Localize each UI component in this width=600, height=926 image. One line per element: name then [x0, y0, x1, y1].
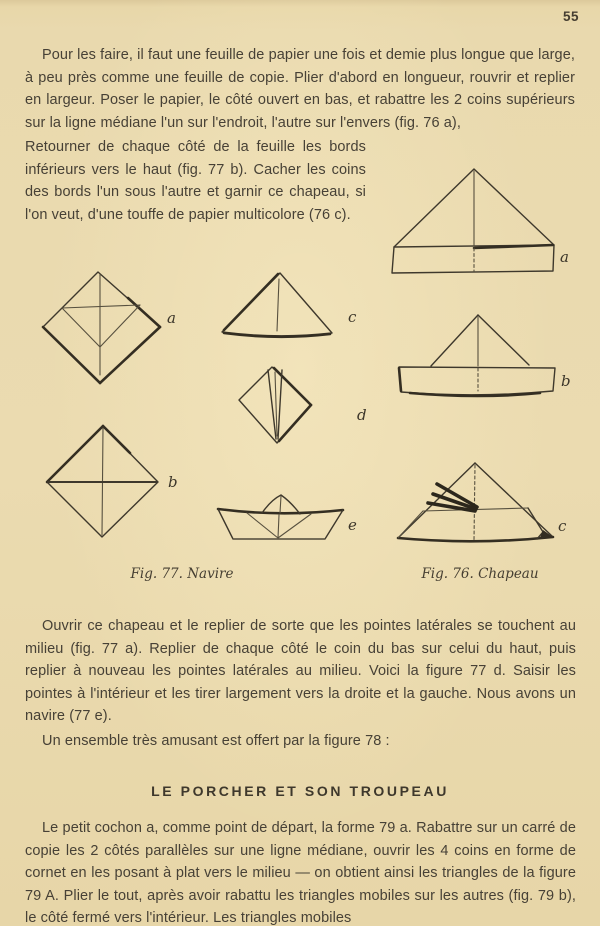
- chapeau-step-a-drawing: [392, 169, 569, 273]
- hat-c-left-slope: [398, 463, 475, 538]
- diamond-d-heavy-bottom: [279, 405, 311, 441]
- paragraph-navire: Ouvrir ce chapeau et le replier de sorte que les pointes latérales se touchent au milieu (fig. 77 a). Replier de chaque côté le coin du bas sur celui du haut, puis replier à nouveau les pointes latérales au milieu. Voici la figure 77 d. Saisir les pointes à l'intérieur et les tirer largement vers la droite et la gauche. Nous avons un navire (77 e).: [25, 618, 576, 725]
- hat-c-corner-tip: [540, 530, 553, 538]
- hat-b-right-slope: [478, 315, 529, 365]
- hat-b-left-slope: [431, 315, 478, 366]
- triangle-c-heavy-bottom: [224, 333, 330, 337]
- hat-c-corner-fold: [528, 508, 543, 539]
- diamond-b-outline: [47, 426, 158, 537]
- caption-fig-77-navire: Fig. 77. Navire: [130, 566, 234, 582]
- navire-label-b: b: [168, 473, 178, 491]
- diamond-a-outline: [43, 272, 160, 383]
- navire-step-d-drawing: [239, 367, 367, 443]
- hat-c-plume-stroke-1: [437, 484, 477, 507]
- boat-center-line: [278, 515, 279, 538]
- paragraph-intro-wrapped: Retourner de chaque côté de la feuille les bords inférieurs vers le haut (fig. 77 b). Cacher les coins des bords l'un sous l'autre et garnir ce chapeau, si l'on veut, d'une touffe de papier multicolore (76 c).: [25, 139, 366, 223]
- diamond-a-heavy-upper-right: [128, 298, 160, 327]
- hat-c-plume-stroke-2: [433, 494, 476, 509]
- triangle-c-center-line: [277, 279, 279, 331]
- boat-hull: [218, 509, 343, 539]
- hat-c-center-line: [474, 465, 475, 540]
- paragraph-figure-78: Un ensemble très amusant est offert par la figure 78 :: [42, 733, 390, 749]
- triangle-c-outline: [222, 273, 332, 336]
- hat-b-band-left-edge: [399, 368, 401, 391]
- navire-label-e: e: [348, 516, 357, 534]
- navire-step-a-drawing: [43, 272, 176, 383]
- paragraph-porcher: Le petit cochon a, comme point de départ, la forme 79 a. Rabattre sur un carré de copie les 2 côtés parallèles sur une ligne médiane, ouvrir les 4 coins en forme de cornet en les posant à plat vers le milieu — on obtient ainsi les triangles de la figure 79 A. Plier le tout, après avoir rabattu les triangles mobiles sur les autres (fig. 79 b), le côté fermé vers l'intérieur. Les triangles mobiles: [25, 820, 576, 926]
- navire-label-d: d: [357, 406, 367, 424]
- boat-gunwale: [218, 509, 343, 513]
- diamond-d-outline: [239, 367, 311, 443]
- boat-right-crease: [278, 514, 311, 538]
- hat-c-left-fold: [398, 511, 423, 538]
- chapeau-label-b: b: [561, 372, 571, 390]
- navire-label-a: a: [167, 309, 176, 327]
- boat-sail-center: [280, 496, 281, 513]
- hat-c-right-slope: [475, 463, 553, 537]
- triangle-c-heavy-left: [224, 274, 278, 330]
- hat-c-plume-stroke-3: [428, 503, 475, 511]
- page-number: 55: [562, 9, 579, 24]
- hat-c-bottom-edge: [398, 537, 553, 541]
- diamond-d-wedge-left: [268, 370, 276, 439]
- diamond-d-wedge-right: [278, 370, 282, 439]
- hat-a-band: [392, 245, 554, 273]
- section-heading: LE PORCHER ET SON TROUPEAU: [151, 783, 449, 799]
- diamond-b-heavy-upper-left: [47, 426, 103, 482]
- diamond-a-fold-left-diagonal: [62, 308, 100, 347]
- hat-b-band: [399, 367, 555, 395]
- navire-label-c: c: [348, 308, 357, 326]
- navire-step-e-drawing: [218, 495, 357, 539]
- chapeau-label-a: a: [560, 248, 569, 266]
- diamond-a-heavy-lower-left: [43, 327, 100, 383]
- chapeau-step-b-drawing: [399, 315, 571, 396]
- diamond-a-fold-horizontal: [62, 305, 140, 308]
- hat-c-fold-line: [423, 508, 528, 511]
- diamond-d-heavy-right: [274, 368, 311, 405]
- hat-b-band-shadow: [410, 393, 540, 396]
- navire-step-b-drawing: [47, 426, 178, 537]
- navire-step-c-drawing: [222, 273, 357, 337]
- diamond-a-fold-right-diagonal: [100, 305, 140, 347]
- chapeau-label-c: c: [558, 517, 567, 535]
- diamond-d-wedge-center: [275, 372, 277, 436]
- boat-left-crease: [247, 513, 278, 538]
- caption-fig-76-chapeau: Fig. 76. Chapeau: [421, 566, 539, 582]
- hat-a-fold-line: [474, 245, 553, 248]
- paragraph-intro-full: Pour les faire, il faut une feuille de papier une fois et demie plus longue que large, à peu près comme une feuille de copie. Plier d'abord en longueur, rouvrir et replier en largeur. Poser le papier, le côté ouvert en bas, et rabattre les 2 coins supérieurs sur la ligne médiane l'un sur l'endroit, l'autre sur l'envers (fig. 76 a),: [25, 47, 575, 131]
- hat-a-triangle: [394, 169, 554, 247]
- boat-sail: [262, 495, 300, 514]
- chapeau-step-c-drawing: [398, 463, 567, 541]
- diamond-b-heavy-upper-right: [103, 426, 130, 453]
- diamond-a-heavy-lower-right: [100, 327, 160, 383]
- diamond-b-center-vertical: [102, 428, 103, 535]
